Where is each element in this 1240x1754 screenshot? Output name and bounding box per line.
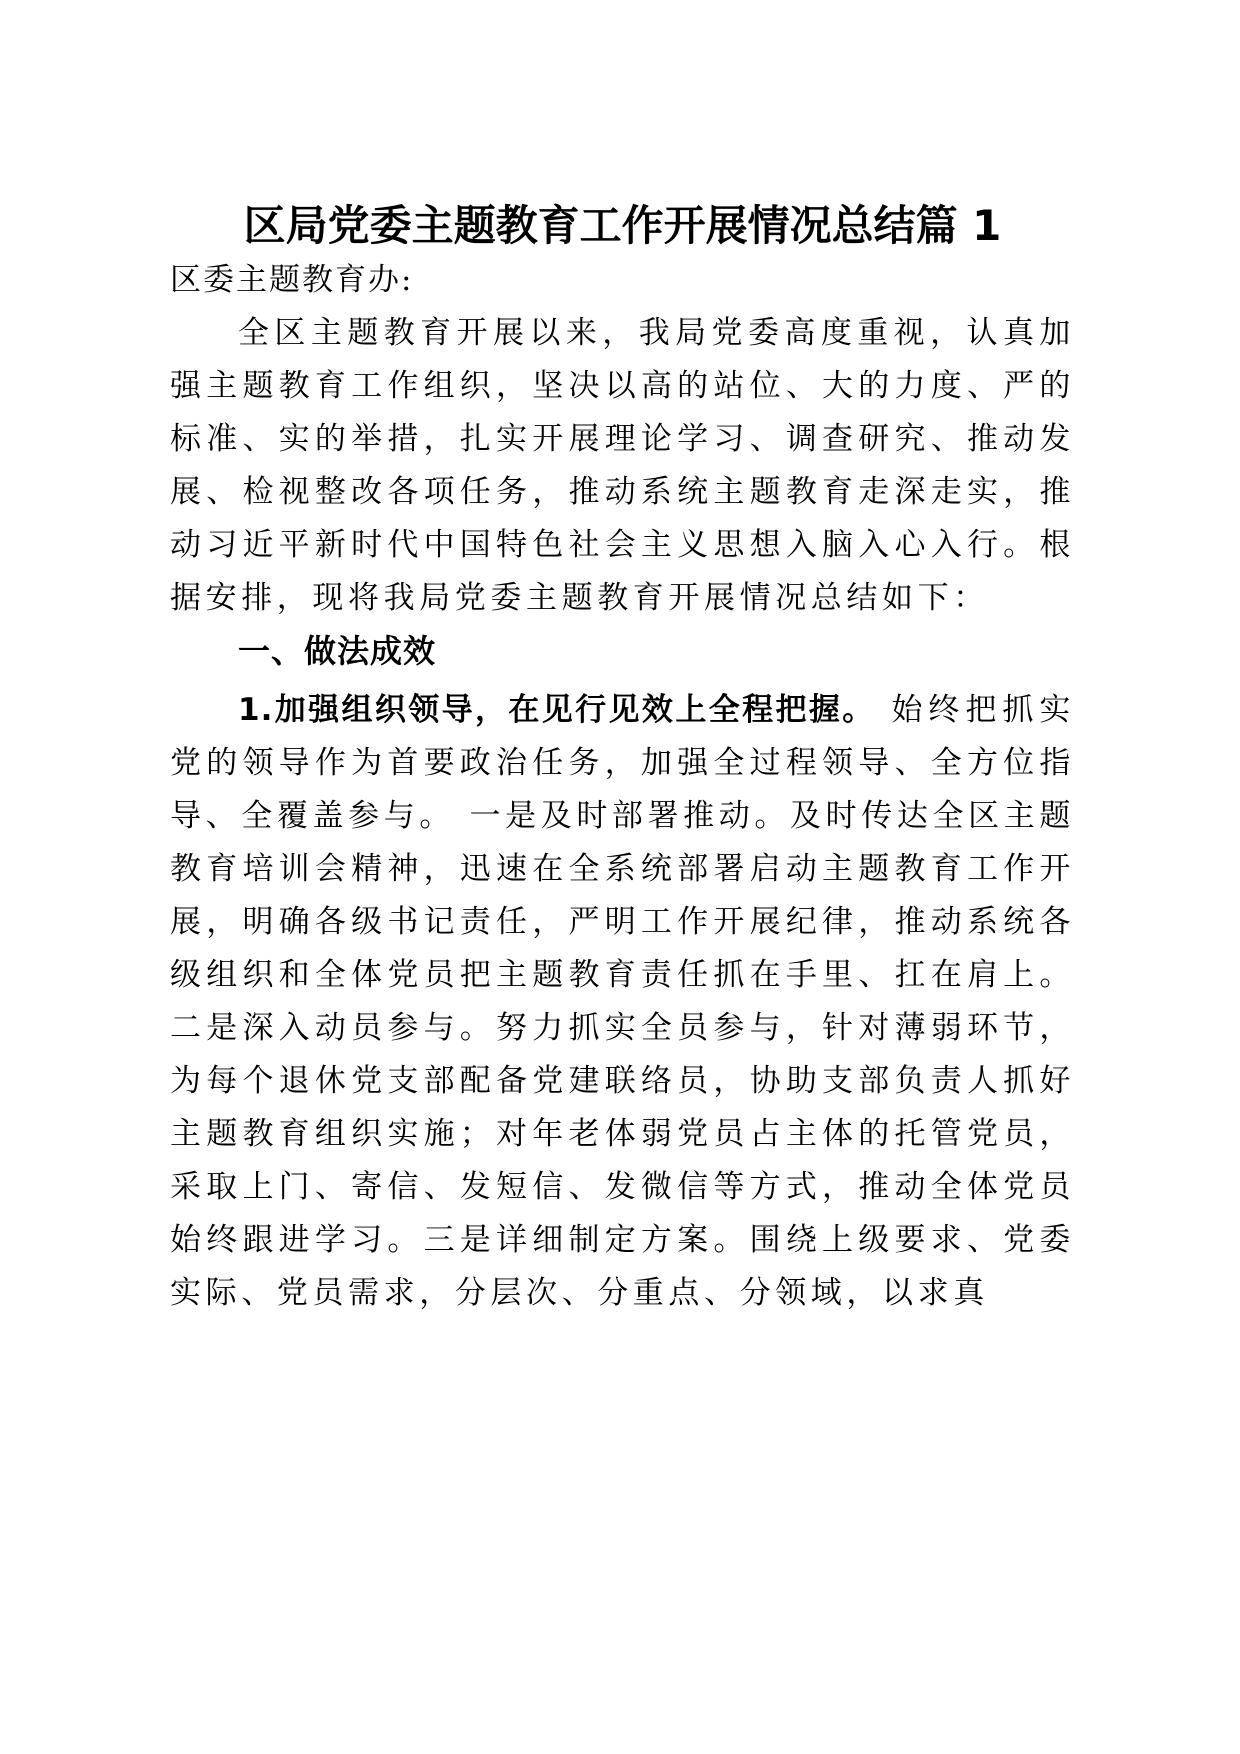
- document-title: 区局党委主题教育工作开展情况总结篇 1: [243, 201, 1002, 250]
- document-body: [170, 198, 1075, 1320]
- intro-paragraph: 全区主题教育开展以来，我局党委高度重视，认真加强主题教育工作组织，坚决以高的站位、大的力度、严的标准、实的举措，扎实开展理论学习、调查研究、推动发展、检视整改各项任务，推动系统主题教育走深走实，推动习近平新时代中国特色社会主义思想入脑入心入行。根据安排，现将我局党委主题教育开展情况总结如下：: [170, 315, 1075, 616]
- section-1-body: 始终把抓实党的领导作为首要政治任务，加强全过程领导、全方位指导、全覆盖参与。 一是及时部署推动。及时传达全区主题教育培训会精神，迅速在全系统部署启动主题教育工作开展，明确各级书记责任，严明工作开展纪律，推动系统各级组织和全体党员把主题教育责任抓在手里、扛在肩上。二是深入动员参与。努力抓实全员参与，针对薄弱环节，为每个退休党支部配备党建联络员，协助支部负责人抓好主题教育组织实施；对年老体弱党员占主体的托管党员，采取上门、寄信、发短信、发微信等方式，推动全体党员始终跟进学习。三是详细制定方案。围绕上级要求、党委实际、党员需求，分层次、分重点、分领域，以求真: [170, 692, 1075, 1311]
- section-1-paragraph: [170, 684, 1075, 1320]
- section-1-subheading: 1.加强组织领导，在见行见效上全程把握。: [238, 692, 876, 728]
- salutation: 区委主题教育办:: [170, 262, 414, 298]
- section-heading: 一、做法成效: [238, 632, 437, 670]
